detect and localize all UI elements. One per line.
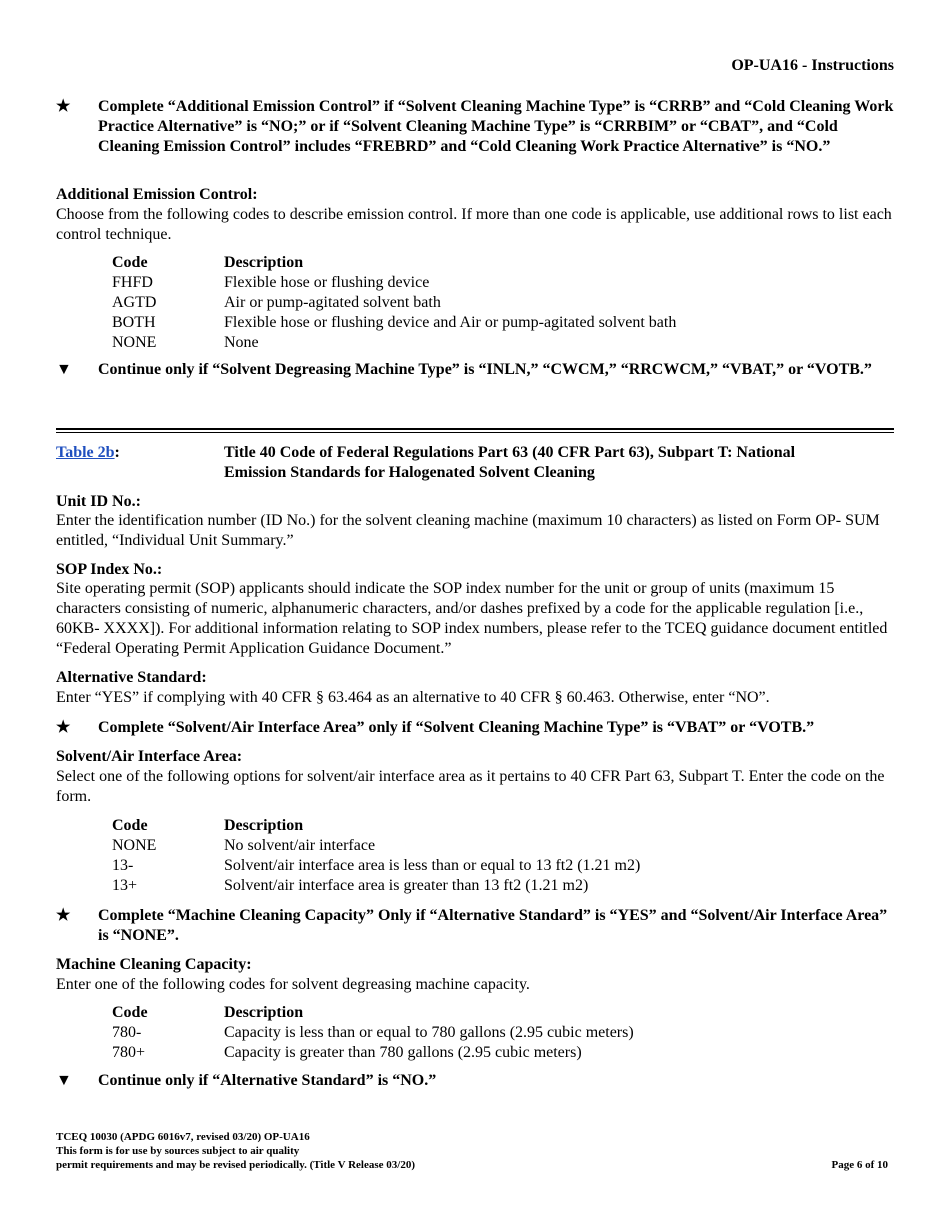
instruction-note — [56, 718, 894, 738]
section-heading-interface-area: Solvent/Air Interface Area: — [56, 748, 243, 765]
table-row — [112, 1023, 634, 1043]
section-text-unit-id: Enter the identification number (ID No.) for the solvent cleaning machine (maximum 10 characters) as listed on Form OP- SUM entitled, “Individual Unit Summary.” — [56, 512, 880, 549]
continue-note-text: Continue only if “Alternative Standard” is “NO.” — [98, 1072, 437, 1089]
instruction-note-text: Complete “Machine Cleaning Capacity” Only if “Alternative Standard” is “YES” and “Solvent/Air Interface Area” is “NONE”. — [98, 907, 888, 944]
section-text-additional-emission-control: Choose from the following codes to describe emission control. If more than one code is applicable, use additional rows to list each control technique. — [56, 206, 892, 243]
instruction-note — [56, 97, 894, 157]
code-cell: BOTH — [112, 314, 156, 331]
description-cell: Solvent/air interface area is less than or equal to 13 ft2 (1.21 m2) — [224, 857, 641, 874]
star-icon: ★ — [56, 719, 71, 736]
code-cell: FHFD — [112, 274, 153, 291]
page-footer — [56, 1130, 415, 1172]
table-row — [112, 273, 676, 293]
table-row — [112, 293, 676, 313]
continue-note — [56, 360, 894, 380]
section-text-alternative-standard: Enter “YES” if complying with 40 CFR § 63.464 as an alternative to 40 CFR § 60.463. Otherwise, enter “NO”. — [56, 689, 770, 706]
page-header-title: OP-UA16 - Instructions — [731, 57, 894, 74]
footer-usage-line: This form is for use by sources subject to air quality — [56, 1145, 300, 1157]
table-2b-link[interactable]: Table 2b — [56, 444, 115, 461]
description-cell: Capacity is less than or equal to 780 gallons (2.95 cubic meters) — [224, 1024, 634, 1041]
table-row — [112, 836, 640, 856]
section-text-capacity: Enter one of the following codes for solvent degreasing machine capacity. — [56, 976, 530, 993]
page-number: Page 6 of 10 — [831, 1159, 888, 1171]
table-2b-reference — [56, 443, 120, 463]
code-table-interface-area — [112, 816, 640, 896]
section-text-sop-index: Site operating permit (SOP) applicants should indicate the SOP index number for the unit or group of units (maximum 15 characters consisting of numeric, alphanumeric characters, and/or dashes prefixed by a code for the applicable regulation [i.e., 60KB- XXXX]). For additional information relating to SOP index numbers, please refer to the TCEQ guidance document entitled “Federal Operating Permit Application Guidance Document.” — [56, 580, 888, 657]
code-cell: NONE — [112, 837, 157, 854]
down-triangle-icon: ▼ — [56, 1072, 72, 1089]
column-header-code: Code — [112, 817, 148, 834]
table-row — [112, 313, 676, 333]
table-row — [112, 856, 640, 876]
footer-form-id: TCEQ 10030 (APDG 6016v7, revised 03/20) OP-UA16 — [56, 1131, 310, 1143]
section-heading-capacity: Machine Cleaning Capacity: — [56, 956, 252, 973]
code-table-emission-control — [112, 253, 676, 353]
description-cell: Flexible hose or flushing device — [224, 274, 430, 291]
code-cell: 13- — [112, 857, 134, 874]
continue-note-text: Continue only if “Solvent Degreasing Machine Type” is “INLN,” “CWCM,” “RRCWCM,” “VBAT,” or “VOTB.” — [98, 361, 872, 378]
instruction-note-text: Complete “Additional Emission Control” if “Solvent Cleaning Machine Type” is “CRRB” and “Cold Cleaning Work Practice Alternative” is “NO;” or if “Solvent Cleaning Machine Type” is “CRRBIM” or “CBAT”, and “Cold Cleaning Emission Control” includes “FREBRD” and “Cold Cleaning Work Practice Alternative” is “NO.” — [98, 98, 894, 155]
table-row — [112, 876, 640, 896]
description-cell: None — [224, 334, 259, 351]
section-divider — [56, 428, 894, 430]
table-2b-title: Title 40 Code of Federal Regulations Part 63 (40 CFR Part 63), Subpart T: National Emission Standards for Halogenated Solvent Cleaning — [224, 444, 796, 481]
description-cell: Solvent/air interface area is greater than 13 ft2 (1.21 m2) — [224, 877, 589, 894]
down-triangle-icon: ▼ — [56, 361, 72, 378]
column-header-description: Description — [224, 254, 304, 271]
star-icon: ★ — [56, 907, 71, 924]
section-text-interface-area: Select one of the following options for solvent/air interface area as it pertains to 40 CFR Part 63, Subpart T. Enter the code on the form. — [56, 768, 885, 805]
column-header-description: Description — [224, 1004, 304, 1021]
code-table-capacity — [112, 1003, 634, 1063]
column-header-code: Code — [112, 254, 148, 271]
code-cell: 780+ — [112, 1044, 146, 1061]
description-cell: No solvent/air interface — [224, 837, 376, 854]
section-heading-sop-index: SOP Index No.: — [56, 561, 163, 578]
description-cell: Flexible hose or flushing device and Air or pump-agitated solvent bath — [224, 314, 677, 331]
code-cell: 13+ — [112, 877, 138, 894]
table-header-row — [112, 253, 676, 273]
instruction-note — [56, 906, 894, 946]
star-icon: ★ — [56, 98, 71, 115]
section-divider-thin — [56, 432, 894, 433]
section-heading-unit-id: Unit ID No.: — [56, 493, 141, 510]
continue-note — [56, 1071, 894, 1091]
code-cell: AGTD — [112, 294, 157, 311]
table-row — [112, 1043, 634, 1063]
footer-release-line: permit requirements and may be revised periodically. (Title V Release 03/20) — [56, 1159, 415, 1171]
code-cell: 780- — [112, 1024, 142, 1041]
table-header-row — [112, 816, 640, 836]
section-heading-additional-emission-control: Additional Emission Control: — [56, 186, 258, 203]
column-header-code: Code — [112, 1004, 148, 1021]
column-header-description: Description — [224, 817, 304, 834]
description-cell: Air or pump-agitated solvent bath — [224, 294, 441, 311]
section-heading-alternative-standard: Alternative Standard: — [56, 669, 207, 686]
instruction-note-text: Complete “Solvent/Air Interface Area” only if “Solvent Cleaning Machine Type” is “VBAT” or “VOTB.” — [98, 719, 815, 736]
description-cell: Capacity is greater than 780 gallons (2.95 cubic meters) — [224, 1044, 582, 1061]
table-2b-colon: : — [114, 444, 120, 461]
table-header-row — [112, 1003, 634, 1023]
code-cell: NONE — [112, 334, 157, 351]
table-row — [112, 333, 676, 353]
